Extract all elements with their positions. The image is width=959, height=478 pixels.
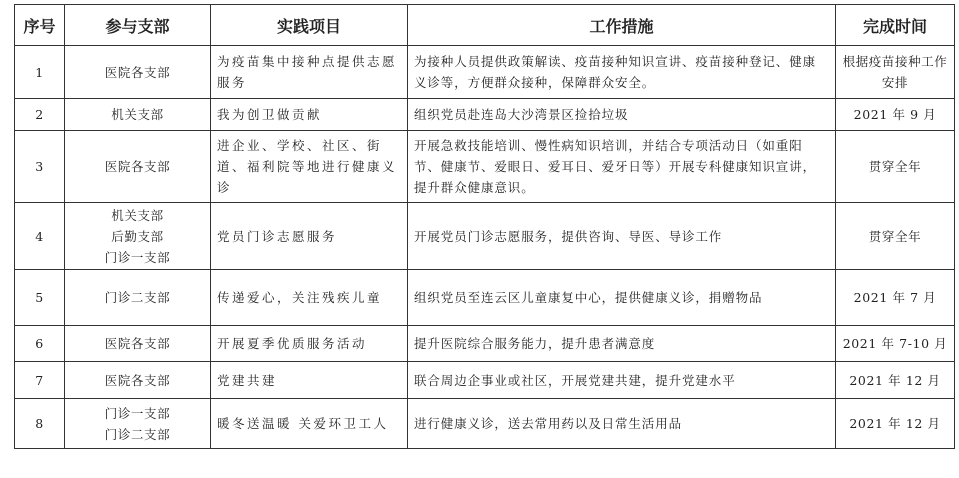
table-row	[15, 399, 955, 449]
branch-name: 门诊一支部	[104, 249, 171, 265]
row-branch	[65, 46, 211, 99]
row-branch	[65, 362, 211, 399]
row-project: 党员门诊志愿服务	[211, 203, 408, 270]
row-measures: 进行健康义诊，送去常用药以及日常生活用品	[408, 399, 836, 449]
row-measures: 提升医院综合服务能力，提升患者满意度	[408, 326, 836, 362]
header-time: 完成时间	[836, 5, 955, 46]
row-time: 2021 年 12 月	[836, 362, 955, 399]
row-time: 2021 年 7 月	[836, 270, 955, 326]
row-project: 暖冬送温暖 关爱环卫工人	[211, 399, 408, 449]
row-index: 1	[15, 46, 65, 99]
row-branch	[65, 99, 211, 131]
activity-table	[14, 4, 955, 449]
row-measures: 为接种人员提供政策解读、疫苗接种知识宣讲、疫苗接种登记、健康义诊等，方便群众接种，保障群众安全。	[408, 46, 836, 99]
header-row	[15, 5, 955, 46]
branch-name: 门诊二支部	[104, 290, 171, 305]
row-branch	[65, 131, 211, 203]
row-measures: 开展党员门诊志愿服务，提供咨询、导医、导诊工作	[408, 203, 836, 270]
row-time: 根据疫苗接种工作安排	[836, 46, 955, 99]
branch-name: 后勤支部	[111, 228, 164, 244]
table-row	[15, 131, 955, 203]
row-index: 7	[15, 362, 65, 399]
header-index: 序号	[15, 5, 65, 46]
header-branch: 参与支部	[65, 5, 211, 46]
row-branch	[65, 270, 211, 326]
row-project: 开展夏季优质服务活动	[211, 326, 408, 362]
header-measures: 工作措施	[408, 5, 836, 46]
branch-name: 医院各支部	[104, 336, 171, 351]
row-project: 党建共建	[211, 362, 408, 399]
row-project: 为疫苗集中接种点提供志愿服务	[211, 46, 408, 99]
table-row	[15, 46, 955, 99]
row-time: 2021 年 12 月	[836, 399, 955, 449]
branch-name: 医院各支部	[104, 159, 171, 174]
row-measures: 组织党员至连云区儿童康复中心，提供健康义诊，捐赠物品	[408, 270, 836, 326]
row-branch	[65, 326, 211, 362]
table-row	[15, 326, 955, 362]
row-index: 4	[15, 203, 65, 270]
row-measures: 组织党员赴连岛大沙湾景区捡拾垃圾	[408, 99, 836, 131]
row-time: 2021 年 9 月	[836, 99, 955, 131]
table-row	[15, 362, 955, 399]
table-row	[15, 270, 955, 326]
branch-name: 医院各支部	[104, 372, 171, 388]
row-index: 8	[15, 399, 65, 449]
row-project: 我为创卫做贡献	[211, 99, 408, 131]
row-measures: 联合周边企事业或社区，开展党建共建，提升党建水平	[408, 362, 836, 399]
table-row	[15, 99, 955, 131]
branch-name: 机关支部	[111, 207, 164, 223]
row-index: 5	[15, 270, 65, 326]
row-measures: 开展急救技能培训、慢性病知识培训，并结合专项活动日（如重阳节、健康节、爱眼日、爱耳日、爱牙日等）开展专科健康知识宣讲，提升群众健康意识。	[408, 131, 836, 203]
row-index: 3	[15, 131, 65, 203]
row-time: 2021 年 7-10 月	[836, 326, 955, 362]
row-branch	[65, 203, 211, 270]
header-project: 实践项目	[211, 5, 408, 46]
row-time: 贯穿全年	[836, 131, 955, 203]
row-branch	[65, 399, 211, 449]
branch-name: 门诊二支部	[104, 426, 171, 442]
row-project: 传递爱心，关注残疾儿童	[211, 270, 408, 326]
branch-name: 机关支部	[111, 107, 164, 122]
row-time: 贯穿全年	[836, 203, 955, 270]
branch-name: 门诊一支部	[104, 405, 171, 421]
row-project: 进企业、学校、社区、街道、福利院等地进行健康义诊	[211, 131, 408, 203]
row-index: 2	[15, 99, 65, 131]
table-row	[15, 203, 955, 270]
row-index: 6	[15, 326, 65, 362]
branch-name: 医院各支部	[104, 64, 171, 80]
